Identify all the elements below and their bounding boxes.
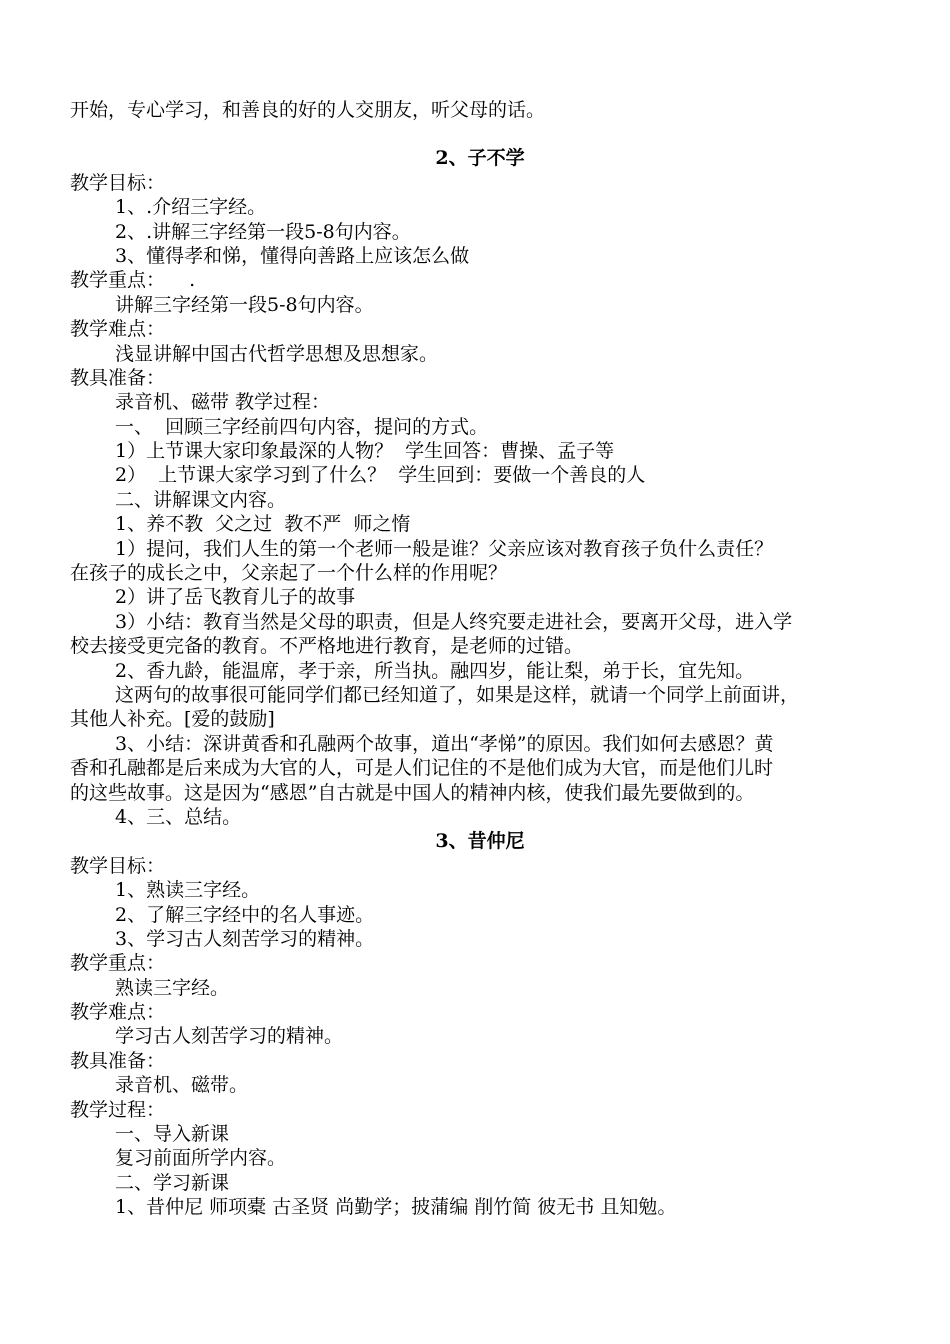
lesson3-goal-1: 1、熟读三字经。 — [115, 879, 261, 902]
lesson2-goal-1: 1、.介绍三字经。 — [115, 196, 267, 219]
lesson2-para6-first: 3、小结：深讲黄香和孔融两个故事，道出“孝悌”的原因。我们如何去感恩？黄 — [115, 732, 774, 755]
lesson2-para2: 2）讲了岳飞教育儿子的故事 — [115, 586, 356, 609]
lesson2-title: 2、子不学 — [435, 147, 525, 170]
lesson2-para7: 4、三、总结。 — [115, 805, 242, 828]
lesson2-process-5: 1、养不教 父之过 教不严 师之惰 — [115, 513, 411, 536]
lesson3-key-label: 教学重点： — [70, 952, 166, 975]
lesson2-key: 讲解三字经第一段5-8句内容。 — [115, 293, 374, 316]
lesson3-process-1: 一、导入新课 — [115, 1123, 230, 1146]
lesson3-goal-label: 教学目标： — [70, 854, 166, 877]
lesson3-goal-2: 2、了解三字经中的名人事迹。 — [115, 903, 375, 926]
lesson3-tools: 录音机、磁带。 — [115, 1074, 249, 1097]
lesson3-key: 熟读三字经。 — [115, 976, 230, 999]
lesson2-tools-label: 教具准备： — [70, 366, 166, 389]
lesson2-para6-line3: 的这些故事。这是因为“感恩”自古就是中国人的精神内核，使我们最先要做到的。 — [70, 781, 755, 804]
lesson2-para1-first: 1）提问，我们人生的第一个老师一般是谁？父亲应该对教育孩子负什么责任？ — [115, 537, 774, 560]
lesson2-process-2: 1）上节课大家印象最深的人物？ 学生回答：曹操、孟子等 — [115, 440, 615, 463]
lesson2-para3-first: 3）小结：教育当然是父母的职责，但是人终究要走进社会，要离开父母，进入学 — [115, 610, 793, 633]
lesson3-difficulty: 学习古人刻苦学习的精神。 — [115, 1025, 344, 1048]
intro-tail-text: 开始，专心学习，和善良的好的人交朋友，听父母的话。 — [70, 99, 546, 121]
lesson2-difficulty: 浅显讲解中国古代哲学思想及思想家。 — [115, 342, 439, 365]
lesson2-para3-rest: 校去接受更完备的教育。不严格地进行教育，是老师的过错。 — [70, 635, 584, 658]
paragraph-gap — [70, 122, 890, 146]
lesson2-goal-3: 3、懂得孝和悌，懂得向善路上应该怎么做 — [115, 244, 470, 267]
lesson2-para5-rest: 其他人补充。[爱的鼓励] — [70, 708, 275, 731]
lesson3-process-label: 教学过程： — [70, 1098, 166, 1121]
document-body — [70, 98, 890, 1220]
lesson3-process-4: 1、昔仲尼 师项橐 古圣贤 尚勤学；披蒲编 削竹简 彼无书 且知勉。 — [115, 1196, 677, 1219]
lesson2-difficulty-label: 教学难点： — [70, 318, 166, 341]
lesson2-process-1: 一、 回顾三字经前四句内容，提问的方式。 — [115, 415, 489, 438]
lesson3-goal-3: 3、学习古人刻苦学习的精神。 — [115, 927, 375, 950]
lesson2-key-label: 教学重点： . — [70, 269, 196, 292]
lesson2-para4: 2、香九龄，能温席，孝于亲，所当执。融四岁，能让梨，弟于长，宜先知。 — [115, 659, 755, 682]
lesson2-process-4: 二、讲解课文内容。 — [115, 488, 287, 511]
lesson2-para1-rest: 在孩子的成长之中，父亲起了一个什么样的作用呢？ — [70, 562, 508, 585]
lesson2-para6-line2: 香和孔融都是后来成为大官的人，可是人们记住的不是他们成为大官，而是他们儿时 — [70, 757, 774, 780]
lesson2-tools: 录音机、磁带 教学过程： — [115, 391, 331, 414]
lesson2-para5-first: 这两句的故事很可能同学们都已经知道了，如果是这样，就请一个同学上前面讲， — [115, 683, 800, 706]
lesson3-tools-label: 教具准备： — [70, 1049, 166, 1072]
lesson2-goal-2: 2、.讲解三字经第一段5-8句内容。 — [115, 220, 411, 243]
lesson2-process-3: 2） 上节课大家学习到了什么？ 学生回到：要做一个善良的人 — [115, 464, 646, 487]
lesson3-difficulty-label: 教学难点： — [70, 1001, 166, 1024]
lesson3-title: 3、昔仲尼 — [435, 830, 525, 853]
lesson2-goal-label: 教学目标： — [70, 171, 166, 194]
lesson3-process-2: 复习前面所学内容。 — [115, 1147, 287, 1170]
lesson3-process-3: 二、学习新课 — [115, 1171, 230, 1194]
